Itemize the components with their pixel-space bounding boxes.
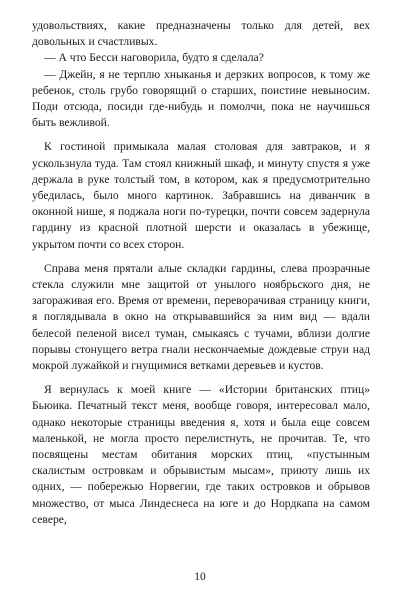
body-text	[32, 18, 370, 528]
paragraph: Я вернулась к моей книге — «Истории британских птиц» Бьюика. Печатный текст меня, вообще говоря, интересовал мало, однако некоторые страницы введения я, хотя и была еще совсем маленькой, не могла просто перелистнуть, не прочитав. Те, что посвящены местам обитания морских птиц, «пустынным скалистым островкам и обрывистым мысам», приюту лишь их одних, — побережью Норвегии, где таких островков и обрывов множество, от мыса Линдеснеса на юге и до Нордкапа на самом севере,	[32, 383, 370, 526]
paragraph: К гостиной примыкала малая столовая для завтраков, и я ускользнула туда. Там стоял книжный шкаф, и минуту спустя я уже держала в руке толстый том, в котором, как я предусмотрительно убедилась, было много картинок. Забравшись на диванчик в оконной нише, я поджала ноги по-турецки, почти совсем задернула гардину из красной плотной шерсти и оказалась в убежище, укрытом почти со всех сторон.	[32, 140, 370, 251]
paragraph: — Джейн, я не терплю хныканья и дерзких вопросов, к тому же ребенок, столь грубо говорящий о старших, поистине невыносим. Поди отсюда, посиди где-нибудь и помолчи, пока не научишься быть вежливой.	[32, 67, 370, 130]
paragraph: удовольствиях, какие предназначены только для детей, вех довольных и счастливых.	[32, 19, 370, 49]
page-number: 10	[194, 571, 206, 583]
paragraph: — А что Бесси наговорила, будто я сделала?	[44, 51, 264, 65]
paragraph: Справа меня прятали алые складки гардины, слева прозрачные стекла служили мне защитой от унылого ноябрьского дня, не загораживая его. Время от времени, переворачивая страницу книги, я поглядывала в окно на открывавшийся за ним вид — вдали белесой пеленой висел туман, смыкаясь с тучами, вблизи долгие порывы стонущего ветра гнали нескончаемые дождевые струи над мокрой лужайкой и гнущимися ветками деревьев и кустов.	[32, 261, 370, 373]
